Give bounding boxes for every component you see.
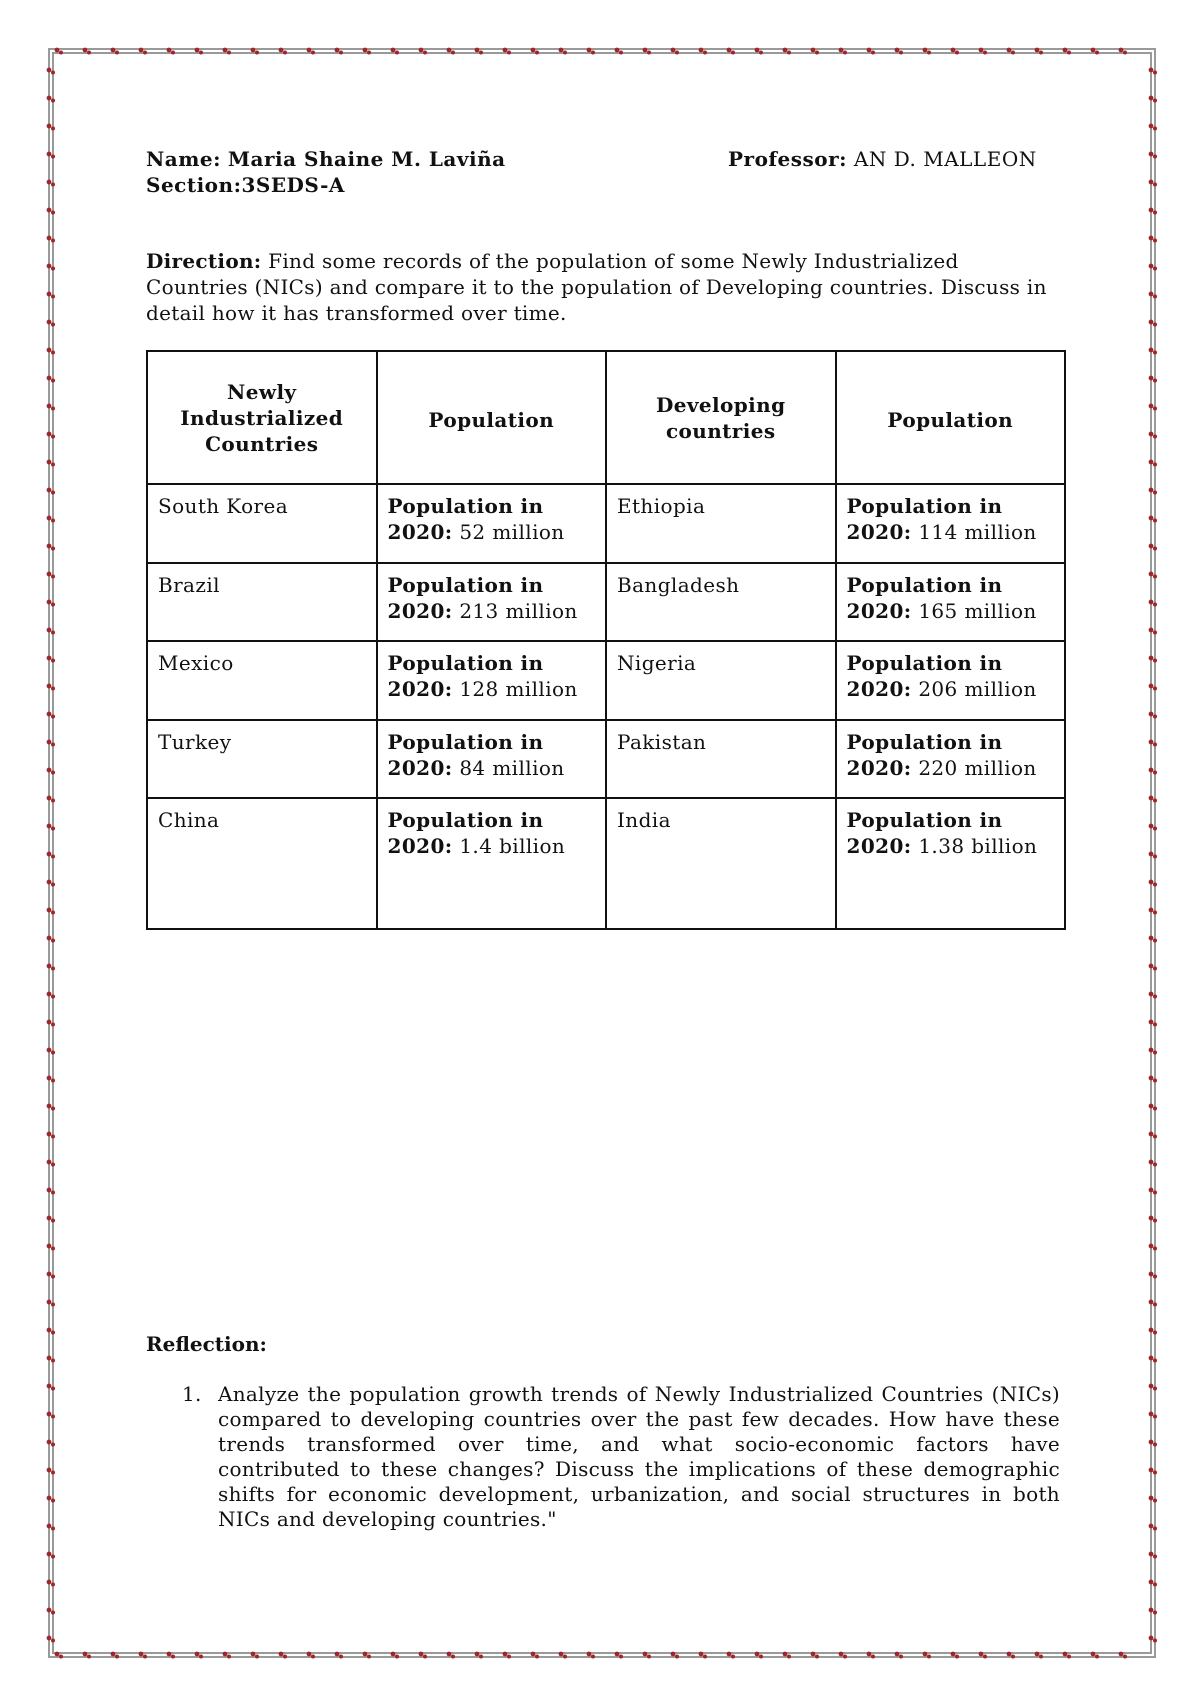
question-number: 1. [182, 1382, 202, 1406]
developing-country-cell: Bangladesh [606, 563, 836, 642]
ornament-icon [839, 48, 847, 55]
ornament-icon [979, 1652, 987, 1659]
ornament-icon [47, 208, 55, 215]
ornament-icon [503, 1652, 511, 1659]
ornament-icon [1149, 264, 1157, 271]
ornament-icon [223, 48, 231, 55]
ornament-icon [783, 48, 791, 55]
population-label: Population in 2020: [387, 808, 544, 859]
ornament-icon [47, 404, 55, 411]
ornament-icon [47, 1440, 55, 1447]
ornament-icon [307, 1652, 315, 1659]
ornament-icon [1149, 1412, 1157, 1419]
ornament-icon [47, 964, 55, 971]
ornament-icon [1149, 1468, 1157, 1475]
ornament-icon [447, 1652, 455, 1659]
ornament-icon [559, 48, 567, 55]
professor-label: Professor: [728, 147, 848, 171]
ornament-icon [47, 1524, 55, 1531]
population-value: 1.4 billion [459, 834, 566, 859]
developing-country-cell: India [606, 798, 836, 929]
ornament-icon [1149, 908, 1157, 915]
ornament-icon [111, 48, 119, 55]
ornament-icon [139, 48, 147, 55]
ornament-icon [1149, 1048, 1157, 1055]
header-nic: Newly Industrialized Countries [147, 351, 377, 484]
ornament-icon [47, 1608, 55, 1615]
ornament-icon [1149, 208, 1157, 215]
header-developing: Developing countries [606, 351, 836, 484]
ornament-icon [279, 48, 287, 55]
ornament-icon [531, 1652, 539, 1659]
nic-population-cell [377, 720, 607, 799]
ornament-icon [1035, 1652, 1043, 1659]
ornament-icon [1149, 852, 1157, 859]
ornament-icon [1149, 880, 1157, 887]
ornament-icon [1119, 1652, 1127, 1659]
ornament-icon [1149, 376, 1157, 383]
ornament-icon [47, 1272, 55, 1279]
ornament-icon [1149, 628, 1157, 635]
ornament-icon [1149, 1104, 1157, 1111]
nic-country-cell: Brazil [147, 563, 377, 642]
ornament-icon [47, 852, 55, 859]
ornament-icon [83, 48, 91, 55]
ornament-icon [47, 544, 55, 551]
ornament-icon [1149, 292, 1157, 299]
ornament-icon [47, 1048, 55, 1055]
ornament-icon [1149, 180, 1157, 187]
ornament-icon [1149, 1020, 1157, 1027]
ornament-icon [531, 48, 539, 55]
ornament-icon [47, 124, 55, 131]
ornament-icon [195, 1652, 203, 1659]
ornament-icon [47, 1188, 55, 1195]
ornament-icon [1035, 48, 1043, 55]
ornament-icon [47, 908, 55, 915]
ornament-icon [1149, 1132, 1157, 1139]
nic-country-cell: South Korea [147, 484, 377, 563]
professor-value: AN D. MALLEON [853, 147, 1037, 171]
ornament-icon [47, 1412, 55, 1419]
ornament-icon [559, 1652, 567, 1659]
ornament-icon [279, 1652, 287, 1659]
ornament-icon [643, 1652, 651, 1659]
population-label: Population in 2020: [387, 494, 544, 544]
population-value: 114 million [918, 520, 1037, 544]
direction-text: Find some records of the population of some Newly Industrialized Countries (NICs) and compare it to the population of Developing countries. Discuss in detail how it has transformed over time. [146, 249, 1047, 325]
population-label: Population in 2020: [387, 729, 544, 780]
ornament-icon [1007, 48, 1015, 55]
ornament-icon [1149, 684, 1157, 691]
ornament-icon [839, 1652, 847, 1659]
ornament-icon [47, 320, 55, 327]
ornament-icon [419, 1652, 427, 1659]
ornament-icon [139, 1652, 147, 1659]
ornament-icon [755, 48, 763, 55]
population-value: 84 million [459, 755, 565, 780]
ornament-icon [47, 180, 55, 187]
ornament-icon [1149, 768, 1157, 775]
table-row [147, 484, 1065, 563]
ornament-icon [47, 1552, 55, 1559]
ornament-icon [1149, 1272, 1157, 1279]
ornament-icon [47, 488, 55, 495]
ornament-icon [1149, 1300, 1157, 1307]
population-value: 206 million [918, 677, 1037, 702]
reflection-question [146, 1382, 1060, 1532]
header-nic-population: Population [377, 351, 607, 484]
ornament-icon [47, 1104, 55, 1111]
ornament-icon [419, 48, 427, 55]
ornament-icon [47, 1244, 55, 1251]
reflection-title: Reflection: [146, 1332, 267, 1356]
nic-country-cell: Turkey [147, 720, 377, 799]
ornament-icon [447, 48, 455, 55]
ornament-icon [1007, 1652, 1015, 1659]
ornament-icon [783, 1652, 791, 1659]
ornament-icon [47, 376, 55, 383]
ornament-icon [671, 48, 679, 55]
ornament-icon [615, 1652, 623, 1659]
ornament-icon [391, 1652, 399, 1659]
table-row [147, 641, 1065, 720]
table-header-row [147, 351, 1065, 484]
developing-population-cell [836, 484, 1066, 563]
ornament-icon [1149, 796, 1157, 803]
ornament-icon [251, 48, 259, 55]
nic-country-cell: China [147, 798, 377, 929]
ornament-icon [47, 796, 55, 803]
ornament-icon [47, 460, 55, 467]
developing-country-cell: Pakistan [606, 720, 836, 799]
ornament-icon [1149, 1216, 1157, 1223]
ornament-icon [1149, 1188, 1157, 1195]
ornament-icon [47, 656, 55, 663]
table-row [147, 563, 1065, 642]
nic-population-cell [377, 641, 607, 720]
ornament-icon [1149, 712, 1157, 719]
nic-population-cell [377, 563, 607, 642]
ornament-icon [1149, 1244, 1157, 1251]
table-row [147, 720, 1065, 799]
ornament-icon [1149, 1160, 1157, 1167]
ornament-icon [1149, 516, 1157, 523]
ornament-icon [47, 1580, 55, 1587]
population-label: Population in 2020: [846, 729, 1003, 780]
ornament-icon [895, 48, 903, 55]
ornament-icon [1149, 124, 1157, 131]
ornament-icon [195, 48, 203, 55]
ornament-icon [671, 1652, 679, 1659]
section-value: 3SEDS-A [241, 173, 345, 197]
population-label: Population in 2020: [387, 572, 544, 623]
ornament-icon [223, 1652, 231, 1659]
section-label: Section: [146, 173, 242, 197]
ornament-icon [727, 1652, 735, 1659]
ornament-icon [47, 936, 55, 943]
ornament-icon [47, 1468, 55, 1475]
ornament-icon [47, 432, 55, 439]
ornament-icon [47, 1300, 55, 1307]
ornament-icon [951, 48, 959, 55]
professor-line [728, 146, 1037, 172]
developing-population-cell [836, 798, 1066, 929]
ornament-icon [55, 1652, 63, 1659]
nic-population-cell [377, 484, 607, 563]
ornament-icon [1149, 656, 1157, 663]
ornament-icon [811, 1652, 819, 1659]
ornament-icon [1149, 936, 1157, 943]
ornament-icon [1149, 1636, 1157, 1643]
population-label: Population in 2020: [846, 494, 1003, 544]
ornament-icon [895, 1652, 903, 1659]
ornament-icon [1149, 992, 1157, 999]
ornament-icon [47, 1076, 55, 1083]
population-value: 128 million [459, 677, 578, 702]
ornament-icon [47, 152, 55, 159]
ornament-icon [167, 48, 175, 55]
ornament-icon [1149, 1524, 1157, 1531]
population-label: Population in 2020: [846, 808, 1003, 859]
ornament-icon [1149, 152, 1157, 159]
ornament-icon [47, 824, 55, 831]
population-value: 52 million [459, 520, 565, 544]
population-value: 1.38 billion [918, 834, 1038, 859]
ornament-icon [1149, 96, 1157, 103]
ornament-icon [47, 600, 55, 607]
ornament-icon [47, 1020, 55, 1027]
ornament-icon [1149, 740, 1157, 747]
ornament-icon [1091, 48, 1099, 55]
ornament-icon [923, 48, 931, 55]
population-label: Population in 2020: [846, 651, 1003, 702]
ornament-icon [1149, 964, 1157, 971]
ornament-icon [1149, 460, 1157, 467]
ornament-icon [1149, 600, 1157, 607]
ornament-icon [47, 712, 55, 719]
developing-population-cell [836, 720, 1066, 799]
ornament-icon [923, 1652, 931, 1659]
developing-population-cell [836, 563, 1066, 642]
ornament-icon [335, 48, 343, 55]
population-label: Population in 2020: [846, 572, 1003, 623]
ornament-icon [1149, 1328, 1157, 1335]
ornament-icon [47, 348, 55, 355]
ornament-icon [475, 1652, 483, 1659]
ornament-icon [47, 96, 55, 103]
ornament-icon [47, 292, 55, 299]
ornament-icon [699, 48, 707, 55]
ornament-icon [1091, 1652, 1099, 1659]
ornament-icon [47, 1132, 55, 1139]
population-value: 165 million [918, 598, 1037, 623]
ornament-icon [47, 1384, 55, 1391]
ornament-icon [1149, 348, 1157, 355]
ornament-icon [1149, 488, 1157, 495]
ornament-icon [167, 1652, 175, 1659]
name-line [146, 146, 506, 172]
ornament-icon [727, 48, 735, 55]
ornament-icon [55, 48, 63, 55]
name-value: Maria Shaine M. Laviña [227, 147, 506, 171]
ornament-icon [47, 572, 55, 579]
ornament-icon [1063, 1652, 1071, 1659]
ornament-icon [1149, 1384, 1157, 1391]
ornament-icon [1149, 1580, 1157, 1587]
ornament-icon [1149, 1440, 1157, 1447]
ornament-icon [1119, 48, 1127, 55]
developing-population-cell [836, 641, 1066, 720]
ornament-icon [47, 740, 55, 747]
developing-country-cell: Nigeria [606, 641, 836, 720]
ornament-icon [47, 68, 55, 75]
ornament-icon [1149, 544, 1157, 551]
ornament-icon [1149, 320, 1157, 327]
ornament-icon [83, 1652, 91, 1659]
ornament-icon [1149, 1496, 1157, 1503]
ornament-icon [47, 628, 55, 635]
developing-country-cell: Ethiopia [606, 484, 836, 563]
ornament-icon [1149, 1552, 1157, 1559]
ornament-icon [111, 1652, 119, 1659]
ornament-icon [307, 48, 315, 55]
ornament-icon [1149, 824, 1157, 831]
header-developing-population: Population [836, 351, 1066, 484]
ornament-icon [47, 992, 55, 999]
section-line [146, 172, 345, 198]
ornament-icon [699, 1652, 707, 1659]
ornament-icon [1149, 572, 1157, 579]
ornament-icon [47, 1496, 55, 1503]
name-label: Name: [146, 147, 222, 171]
ornament-icon [47, 880, 55, 887]
ornament-icon [391, 48, 399, 55]
ornament-icon [615, 48, 623, 55]
ornament-icon [1149, 236, 1157, 243]
ornament-icon [587, 1652, 595, 1659]
ornament-icon [951, 1652, 959, 1659]
ornament-icon [1149, 68, 1157, 75]
ornament-icon [47, 1356, 55, 1363]
direction-paragraph [146, 248, 1066, 326]
ornament-icon [587, 48, 595, 55]
population-value: 220 million [918, 755, 1037, 780]
ornament-icon [47, 1160, 55, 1167]
ornament-icon [47, 684, 55, 691]
ornament-icon [363, 1652, 371, 1659]
ornament-icon [47, 264, 55, 271]
ornament-icon [47, 1636, 55, 1643]
ornament-icon [867, 48, 875, 55]
ornament-icon [1149, 404, 1157, 411]
ornament-icon [1063, 48, 1071, 55]
ornament-icon [47, 1216, 55, 1223]
population-table [146, 350, 1066, 930]
ornament-icon [867, 1652, 875, 1659]
ornament-icon [47, 768, 55, 775]
ornament-icon [503, 48, 511, 55]
ornament-icon [643, 48, 651, 55]
question-text: Analyze the population growth trends of Newly Industrialized Countries (NICs) compared to developing countries over the past few decades. How have these trends transformed over time, and what socio-economic factors have contributed to these changes? Discuss the implications of these demographic shifts for economic development, urbanization, and social structures in both NICs and developing countries." [218, 1382, 1060, 1531]
ornament-icon [811, 48, 819, 55]
ornament-icon [1149, 1076, 1157, 1083]
ornament-icon [47, 1328, 55, 1335]
ornament-icon [335, 1652, 343, 1659]
ornament-icon [1149, 432, 1157, 439]
ornament-icon [1149, 1356, 1157, 1363]
table-row [147, 798, 1065, 929]
ornament-icon [251, 1652, 259, 1659]
ornament-icon [363, 48, 371, 55]
ornament-icon [979, 48, 987, 55]
ornament-icon [1149, 1608, 1157, 1615]
nic-country-cell: Mexico [147, 641, 377, 720]
ornament-icon [755, 1652, 763, 1659]
ornament-icon [475, 48, 483, 55]
population-value: 213 million [459, 598, 578, 623]
direction-label: Direction: [146, 249, 262, 273]
nic-population-cell [377, 798, 607, 929]
ornament-icon [47, 516, 55, 523]
ornament-icon [47, 236, 55, 243]
population-label: Population in 2020: [387, 651, 544, 702]
